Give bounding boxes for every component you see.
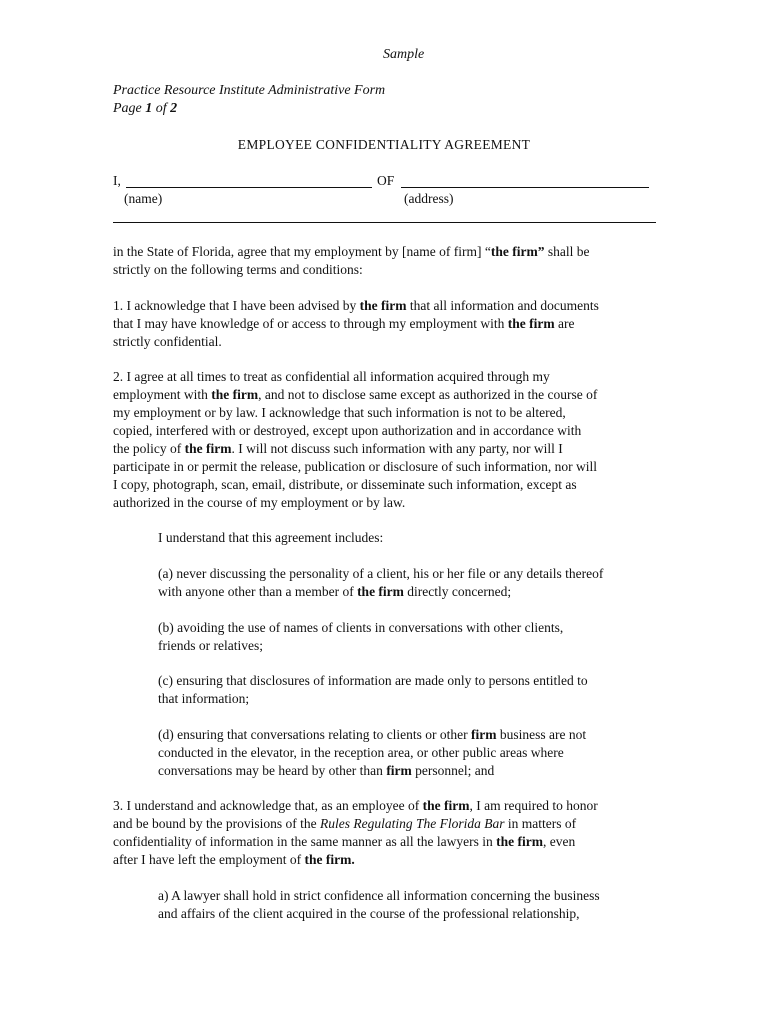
item-a: (a) never discussing the personality of a client, his or her file or any details thereof with anyone other than a member of the firm directly concerned; — [158, 566, 604, 599]
paragraph-3a: a) A lawyer shall hold in strict confidence all information concerning the business and affairs of the client acquired in the course of the professional relationship, — [158, 888, 600, 921]
address-fill-line[interactable] — [401, 187, 649, 188]
paragraph-1: 1. I acknowledge that I have been advised by the firm that all information and documents that I may have knowledge of or access to through my employment with the firm are strictly confidential. — [113, 298, 599, 349]
intro-paragraph: in the State of Florida, agree that my employment by [name of firm] “the firm” shall be strictly on the following terms and conditions: — [113, 244, 590, 277]
page-total: 2 — [170, 101, 178, 116]
name-fill-line[interactable] — [126, 187, 372, 188]
i-label: I, — [113, 173, 121, 188]
address-continuation-line[interactable] — [113, 222, 656, 223]
document-title: EMPLOYEE CONFIDENTIALITY AGREEMENT — [237, 137, 531, 152]
item-d: (d) ensuring that conversations relating to clients or other firm business are not conducted in the elevator, in the reception area, or other public areas where conversations may be heard by other than firm personnel; and — [158, 727, 587, 778]
item-c: (c) ensuring that disclosures of information are made only to persons entitled to that information; — [158, 673, 588, 706]
sample-label: Sample — [383, 47, 425, 62]
form-institute-header: Practice Resource Institute Administrative Form — [113, 83, 386, 98]
page-of: of — [152, 101, 171, 116]
name-caption: (name) — [124, 191, 163, 206]
page-indicator — [113, 101, 177, 117]
paragraph-3: 3. I understand and acknowledge that, as an employee of the firm, I am required to honor and be bound by the provisions of the Rules Regulating The Florida Bar in matters of confidentiality of information in the same manner as all the lawyers in the firm, even after I have left the employment of the firm. — [113, 798, 598, 867]
item-b: (b) avoiding the use of names of clients in conversations with other clients, friends or relatives; — [158, 620, 564, 653]
page-prefix: Page — [113, 101, 146, 116]
of-label: OF — [377, 173, 395, 188]
page-current: 1 — [145, 101, 153, 116]
includes-intro: I understand that this agreement includes: — [158, 530, 384, 545]
address-caption: (address) — [404, 191, 454, 206]
paragraph-2: 2. I agree at all times to treat as confidential all information acquired through my employment with the firm, and not to disclose same except as authorized in the course of my employment or by law. I acknowledge that such information is not to be altered, copied, interfered with or destroyed, except upon authorization and in accordance with the policy of the firm. I will not discuss such information with any party, nor will I participate in or permit the release, publication or disclosure of such information, nor will I copy, photograph, scan, email, distribute, or disseminate such information, except as authorized in the course of my employment or by law. — [113, 369, 598, 510]
